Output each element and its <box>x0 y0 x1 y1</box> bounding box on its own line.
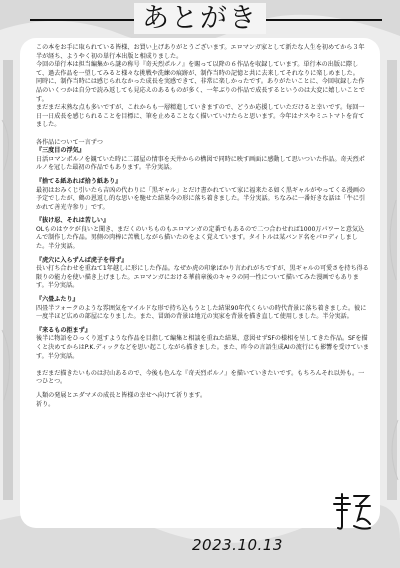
page-title <box>0 2 400 36</box>
afterword-body <box>36 44 370 409</box>
author-signature <box>330 490 374 534</box>
section-title: 『捨てる紙あれば拾う紙あり』 <box>36 177 122 185</box>
intro-paragraph: 同時に、制作当時には感じられなかった成長を実感できて、非常に楽しかったです。ありがたいことに、今回収録した作品のいくつかは自分で読み返しても見応えのあるものが多く、一年ぶりの作品で成長するというのは大変に嬉しいことです。 <box>36 78 365 103</box>
intro-paragraph: まだまだ未熟な点も多いですが、これからも一層精進していきますので、どうか応援していただけると幸いです。毎回一日一日成長を感じられることを目標に、筆を止めることなく描いていけたらと思います。今年はナスやミニトマトを育てました。 <box>36 104 365 129</box>
section-body: 後半に物語をひっくり返すような作品を目指して編集と相談を重ねた結果、意図せずSFの様相を呈してきた作品。SFを描くと決めてからはP.K.ディックなどを思い起こしながら描きました。また、昨今の言語生成AIの流行にも影響を受けています。半分実話。 <box>36 335 369 360</box>
header <box>0 0 400 40</box>
date-label: 2023.10.13 <box>192 536 283 554</box>
sections-heading: 各作品について一言ずつ <box>36 138 103 146</box>
section-body: 日活ロマンポルノを観ていた時に二部屋の情事を天井からの構図で同時に映す画面に感動して思いついた作品。奇天烈ポルノを冠した最初の作品でもあります。半分実話。 <box>36 155 365 172</box>
section-title: 『抜け忍、それは苦しい』 <box>36 217 110 225</box>
closing-paragraph: 祈り。 <box>36 400 55 408</box>
section-title: 『六畳ふたり』 <box>36 296 79 304</box>
section-body: OLものはウケが良いと聞き、まだくのいちものもエロマンガの定番でもあるので二つ合わせれば1000万パワーと意気込んで制作した作品。男側の肉棒に苦戦しながら描いたのをよく覚えています。タイトルは某バンド名をパロディしました。半分実話。 <box>36 225 365 251</box>
section-title: 『来るもの拒まず』 <box>36 326 91 334</box>
page-title-text: あとがき <box>134 3 266 34</box>
section-body: 最初はおみくじ引いたら吉凶の代わりに「黒ギャル」とだけ書かれていて家に福来たる如く黒ギャルがやってくる漫画の予定でしたが、鶴の恩返し的な思いを馳せた結果今の形に落ち着きました。半分実話。ちなみに一番好きな話は「牛に引かれて善光寺参り」です。 <box>36 186 366 211</box>
section-body: 長い打ち合わせを重ねて1年越しに形にした作品。なぜか虎の印象ばかり言われがちですが、黒ギャルの可愛さを持ち得る限りの能力を使い描き上げました。エロマンガにおける華前章後のキャラの同一性について描いてみた漫画でもあります。半分実話。 <box>36 265 369 290</box>
intro-paragraph: この本をお手に取られている皆様、お買い上げありがとうございます。エロマンガ家として新たな人生を初めてから３年半が経ち、ようやく初の単行本出版と相成りました。 <box>36 44 365 60</box>
section-title: 『三度目の浮気』 <box>36 147 85 155</box>
closing-paragraph: まだまだ描きたいものは沢山あるので、今後も色んな『奇天烈ポルノ』を描いていきたいです。もちろんそれ以外も。一つひとつ。 <box>36 369 365 386</box>
closing-paragraph: 人類の発展とエダマメの成長と皆様の幸せへ向けて祈ります。 <box>36 391 207 399</box>
section-title: 『虎穴に入らずんば虎子を得ず』 <box>36 256 128 264</box>
section-body: 四畳半フォークのような雰囲気をマイルドな形で持ち込もうとした結果90年代くらいの時代背景に落ち着きました。彼に一度半ほど広めの部屋になりました。また、冒頭の背景は地元の実家を背景を描き直して使用しました。半分実話。 <box>36 304 367 321</box>
intro-paragraph: 今回の単行本は担当編集から謎の称号『奇天烈ポルノ』を賜って以降の６作品を収録しています。単行本の出版に際して、過去作品を一望してみると様々な挑戦や洗練の痕跡が、制作当時の記憶と共に去来してそれなりに楽しめました。 <box>36 61 359 77</box>
